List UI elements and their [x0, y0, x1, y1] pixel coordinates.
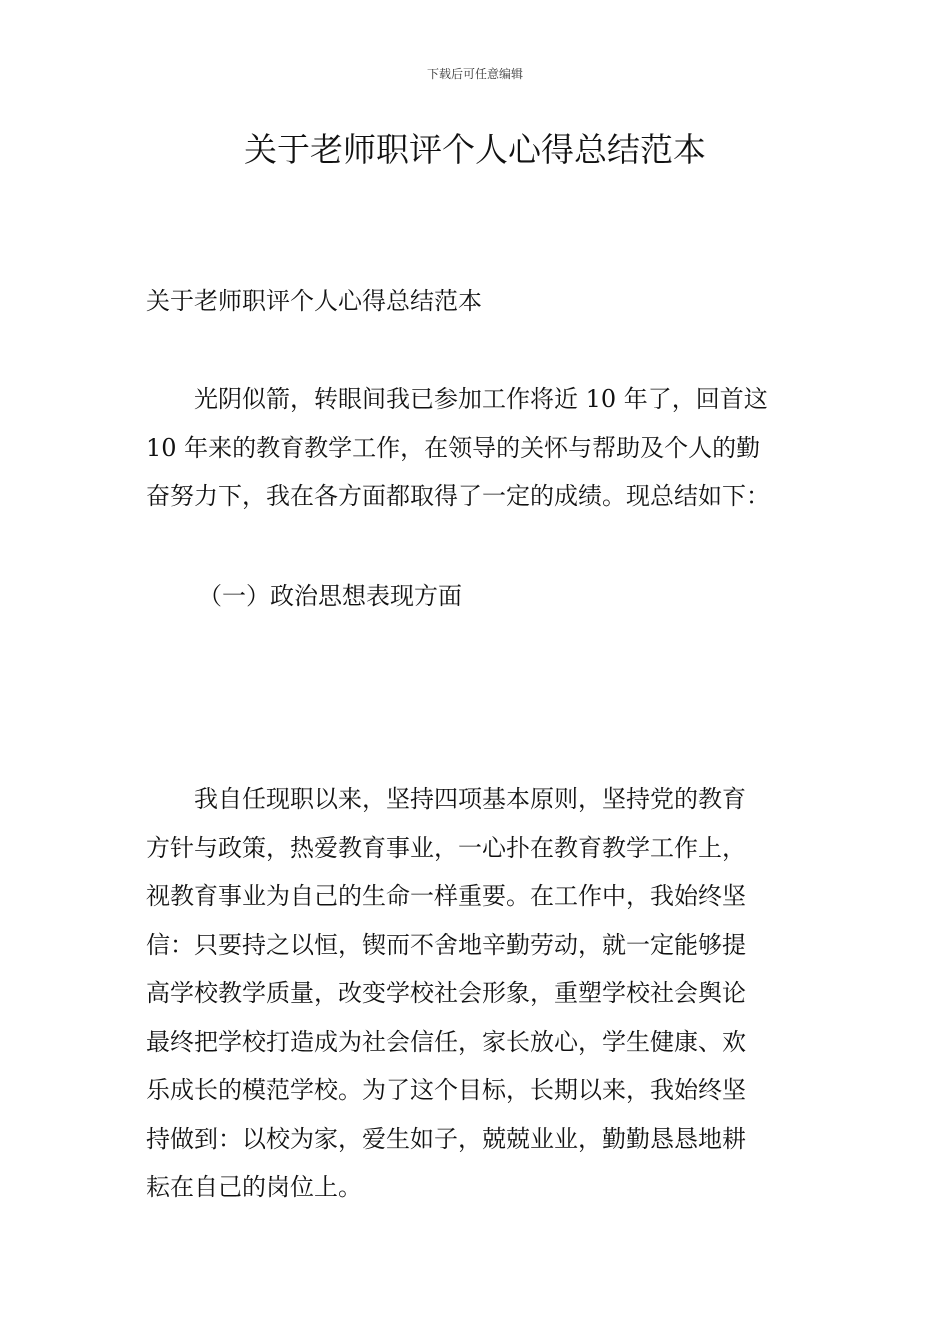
paragraph-line: 我自任现职以来，坚持四项基本原则，坚持党的教育 — [194, 785, 746, 813]
paragraph-politics — [146, 775, 806, 1212]
paragraph-line: 持做到：以校为家，爱生如子，兢兢业业，勤勤恳恳地耕 — [146, 1124, 746, 1153]
paragraph-intro — [146, 375, 806, 521]
paragraph-line: 光阴似箭，转眼间我已参加工作将近 10 年了，回首这 — [194, 385, 768, 413]
paragraph-line: 乐成长的模范学校。为了这个目标，长期以来，我始终坚 — [146, 1076, 746, 1104]
document-subtitle: 关于老师职评个人心得总结范本 — [146, 287, 482, 315]
paragraph-line: 视教育事业为自己的生命一样重要。在工作中，我始终坚 — [146, 882, 746, 910]
section-heading-politics: （一）政治思想表现方面 — [198, 582, 462, 610]
paragraph-line: 最终把学校打造成为社会信任，家长放心，学生健康、欢 — [146, 1027, 746, 1056]
paragraph-line: 方针与政策，热爱教育事业，一心扑在教育教学工作上， — [146, 833, 746, 862]
paragraph-line: 10 年来的教育教学工作，在领导的关怀与帮助及个人的勤 — [146, 433, 761, 462]
paragraph-line: 高学校教学质量，改变学校社会形象，重塑学校社会舆论 — [146, 979, 746, 1007]
paragraph-line: 奋努力下，我在各方面都取得了一定的成绩。现总结如下： — [146, 482, 770, 510]
paragraph-line: 耘在自己的岗位上。 — [146, 1173, 362, 1201]
document-title: 关于老师职评个人心得总结范本 — [244, 130, 706, 169]
paragraph-line: 信：只要持之以恒，锲而不舍地辛勤劳动，就一定能够提 — [146, 930, 746, 959]
header-note: 下载后可任意编辑 — [426, 67, 523, 81]
